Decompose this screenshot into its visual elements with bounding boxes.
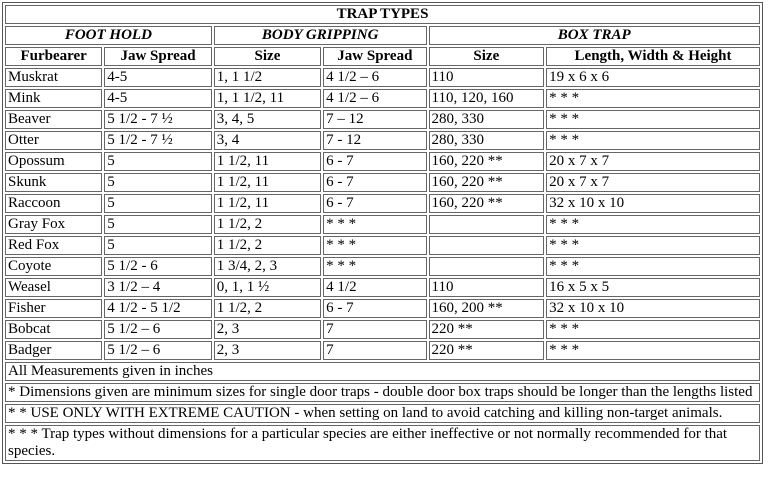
cell-furbearer: Bobcat [5,320,102,339]
cell-body-size: 1 3/4, 2, 3 [214,257,321,276]
table-row [5,110,760,129]
column-header-body-jaw-spread: Jaw Spread [323,47,426,66]
group-header-row [5,26,760,45]
cell-body-size: 3, 4 [214,131,321,150]
cell-box-size: 220 ** [429,341,545,360]
table-row [5,299,760,318]
table-row [5,215,760,234]
cell-box-dimensions: * * * [546,131,760,150]
cell-box-dimensions: * * * [546,110,760,129]
cell-furbearer: Gray Fox [5,215,102,234]
cell-furbearer: Muskrat [5,68,102,87]
cell-body-size: 1 1/2, 2 [214,236,321,255]
note-row [5,404,760,423]
table-row [5,152,760,171]
group-foot-hold: FOOT HOLD [5,26,212,45]
table-row [5,131,760,150]
cell-foot-jaw-spread: 3 1/2 – 4 [104,278,211,297]
cell-body-size: 2, 3 [214,341,321,360]
cell-foot-jaw-spread: 5 [104,194,211,213]
table-row [5,236,760,255]
cell-body-jaw-spread: 6 - 7 [323,173,426,192]
cell-furbearer: Weasel [5,278,102,297]
cell-furbearer: Skunk [5,173,102,192]
table-row [5,68,760,87]
cell-body-jaw-spread: 4 1/2 [323,278,426,297]
cell-box-size: 160, 220 ** [429,173,545,192]
note-double-asterisk: * * USE ONLY WITH EXTREME CAUTION - when setting on land to avoid catching and killing non-target animals. [5,404,760,423]
cell-body-size: 1 1/2, 2 [214,299,321,318]
cell-box-dimensions: 32 x 10 x 10 [546,299,760,318]
note-single-asterisk: * Dimensions given are minimum sizes for single door traps - double door box traps should be longer than the lengths listed [5,383,760,402]
cell-box-dimensions: 16 x 5 x 5 [546,278,760,297]
cell-body-jaw-spread: 4 1/2 – 6 [323,89,426,108]
cell-foot-jaw-spread: 5 1/2 - 6 [104,257,211,276]
note-row [5,362,760,381]
cell-body-jaw-spread: * * * [323,257,426,276]
cell-body-jaw-spread: 6 - 7 [323,194,426,213]
cell-box-size: 160, 220 ** [429,152,545,171]
column-header-foot-jaw-spread: Jaw Spread [104,47,211,66]
note-row [5,383,760,402]
cell-box-size [429,257,545,276]
cell-body-size: 1 1/2, 2 [214,215,321,234]
cell-furbearer: Badger [5,341,102,360]
column-header-furbearer: Furbearer [5,47,102,66]
column-header-box-dimensions: Length, Width & Height [546,47,760,66]
cell-box-dimensions: * * * [546,89,760,108]
cell-body-size: 1, 1 1/2 [214,68,321,87]
cell-body-jaw-spread: 6 - 7 [323,152,426,171]
cell-body-size: 1 1/2, 11 [214,152,321,171]
group-body-gripping: BODY GRIPPING [214,26,427,45]
cell-foot-jaw-spread: 4-5 [104,68,211,87]
cell-box-size [429,215,545,234]
cell-foot-jaw-spread: 4-5 [104,89,211,108]
cell-box-size: 280, 330 [429,110,545,129]
cell-foot-jaw-spread: 4 1/2 - 5 1/2 [104,299,211,318]
cell-body-jaw-spread: * * * [323,215,426,234]
cell-furbearer: Coyote [5,257,102,276]
cell-furbearer: Fisher [5,299,102,318]
cell-body-size: 1 1/2, 11 [214,173,321,192]
cell-body-size: 1 1/2, 11 [214,194,321,213]
table-row [5,320,760,339]
note-row [5,425,760,461]
column-header-body-size: Size [214,47,321,66]
table-row [5,257,760,276]
cell-box-dimensions: * * * [546,320,760,339]
title-row [5,5,760,24]
cell-box-dimensions: * * * [546,341,760,360]
notes-section [5,362,760,461]
cell-box-dimensions: 20 x 7 x 7 [546,173,760,192]
cell-foot-jaw-spread: 5 [104,152,211,171]
cell-body-jaw-spread: 7 [323,341,426,360]
table-row [5,194,760,213]
cell-foot-jaw-spread: 5 [104,215,211,234]
cell-box-dimensions: * * * [546,257,760,276]
trap-types-table [2,2,763,464]
note-measurements: All Measurements given in inches [5,362,760,381]
cell-furbearer: Raccoon [5,194,102,213]
column-header-box-size: Size [429,47,545,66]
cell-furbearer: Red Fox [5,236,102,255]
cell-box-size: 220 ** [429,320,545,339]
cell-body-size: 1, 1 1/2, 11 [214,89,321,108]
table-row [5,278,760,297]
cell-foot-jaw-spread: 5 1/2 – 6 [104,320,211,339]
cell-box-dimensions: 19 x 6 x 6 [546,68,760,87]
trap-types-document [2,2,763,491]
cell-foot-jaw-spread: 5 1/2 - 7 ½ [104,110,211,129]
cell-body-jaw-spread: 7 - 12 [323,131,426,150]
column-header-row [5,47,760,66]
cell-box-size: 110, 120, 160 [429,89,545,108]
cell-body-jaw-spread: 7 – 12 [323,110,426,129]
cell-box-size: 110 [429,68,545,87]
cell-box-size: 160, 220 ** [429,194,545,213]
table-title: TRAP TYPES [5,5,760,24]
table-row [5,173,760,192]
cell-box-size: 280, 330 [429,131,545,150]
cell-furbearer: Opossum [5,152,102,171]
group-box-trap: BOX TRAP [429,26,760,45]
cell-furbearer: Otter [5,131,102,150]
cell-body-jaw-spread: * * * [323,236,426,255]
cell-box-dimensions: 20 x 7 x 7 [546,152,760,171]
cell-foot-jaw-spread: 5 1/2 – 6 [104,341,211,360]
cell-body-size: 0, 1, 1 ½ [214,278,321,297]
cell-body-jaw-spread: 6 - 7 [323,299,426,318]
cell-box-size [429,236,545,255]
cell-box-size: 160, 200 ** [429,299,545,318]
cell-furbearer: Beaver [5,110,102,129]
cell-foot-jaw-spread: 5 [104,173,211,192]
cell-body-size: 2, 3 [214,320,321,339]
note-triple-asterisk: * * * Trap types without dimensions for a particular species are either ineffective or not normally recommended for that species. [5,425,760,461]
table-body [5,68,760,360]
cell-box-dimensions: 32 x 10 x 10 [546,194,760,213]
cell-body-size: 3, 4, 5 [214,110,321,129]
cell-foot-jaw-spread: 5 [104,236,211,255]
cell-box-dimensions: * * * [546,215,760,234]
cell-body-jaw-spread: 7 [323,320,426,339]
cell-body-jaw-spread: 4 1/2 – 6 [323,68,426,87]
cell-box-size: 110 [429,278,545,297]
cell-foot-jaw-spread: 5 1/2 - 7 ½ [104,131,211,150]
cell-furbearer: Mink [5,89,102,108]
cell-box-dimensions: * * * [546,236,760,255]
table-row [5,89,760,108]
table-row [5,341,760,360]
